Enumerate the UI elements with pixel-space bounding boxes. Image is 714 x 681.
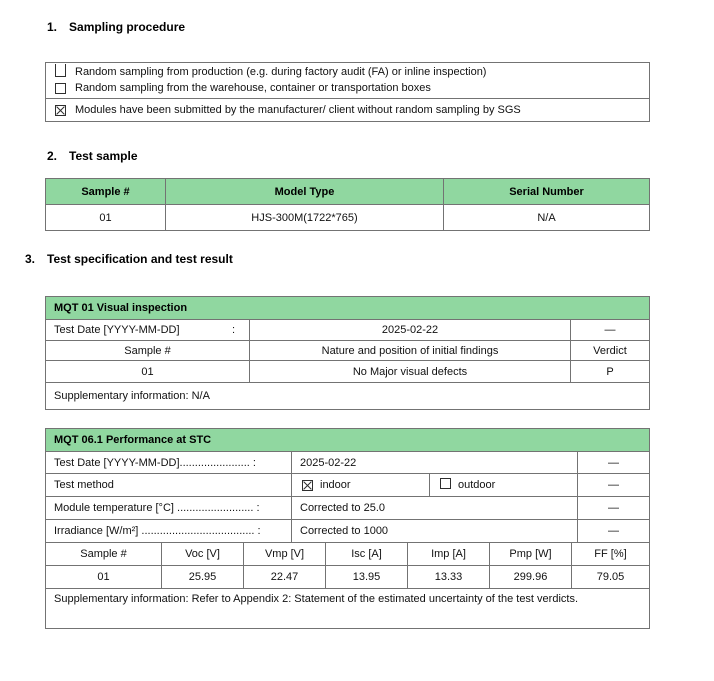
mqt01-visual-inspection-table (45, 296, 650, 410)
field-value: 2025-02-22 (291, 452, 577, 473)
table-cell: 299.96 (489, 566, 571, 588)
table-title-row (46, 429, 649, 451)
supplementary-text: Supplementary information: N/A (54, 390, 210, 402)
field-value: Corrected to 1000 (291, 520, 577, 542)
field-label-cell (46, 320, 249, 340)
sampling-option-label: Random sampling from the warehouse, container or transportation boxes (75, 82, 431, 94)
checkbox-unchecked-icon (440, 478, 451, 489)
column-header: Sample # (81, 185, 130, 198)
checkbox-unchecked-icon (55, 83, 66, 94)
sampling-option-label: Random sampling from production (e.g. during factory audit (FA) or inline inspection) (75, 66, 487, 78)
column-header: Serial Number (443, 179, 649, 204)
table-title: MQT 01 Visual inspection (54, 302, 188, 314)
table-title-row (46, 297, 649, 319)
verdict-cell: — (577, 452, 649, 473)
section-title: Sampling procedure (69, 20, 186, 34)
verdict-cell: — (577, 497, 649, 519)
table-cell: HJS-300M(1722*765) (165, 205, 443, 230)
field-label: Test method (54, 479, 114, 491)
verdict-cell: — (577, 520, 649, 542)
option-label: outdoor (458, 479, 496, 491)
option-label: indoor (320, 479, 351, 491)
verdict-cell: P (570, 361, 649, 382)
field-label: Irradiance [W/m²] ..................................... : (54, 525, 261, 537)
section-heading-sampling (47, 20, 185, 34)
field-value: Corrected to 25.0 (291, 497, 577, 519)
section-number: 3. (25, 252, 36, 266)
column-header: Sample # (80, 548, 127, 560)
section-title: Test specification and test result (47, 252, 233, 266)
table-cell: N/A (443, 205, 649, 230)
test-sample-table (45, 178, 650, 231)
table-cell: 01 (97, 571, 110, 583)
table-row (46, 473, 649, 496)
sampling-option (46, 99, 649, 121)
table-row (46, 98, 649, 121)
field-colon: : (231, 324, 235, 336)
column-header: Vmp [V] (243, 543, 325, 565)
test-method-outdoor (429, 474, 577, 496)
field-label: Test Date [YYYY-MM-DD] (54, 324, 180, 336)
table-row (46, 319, 649, 340)
table-header-row (46, 340, 649, 360)
field-label: Module temperature [°C] ......................... : (54, 502, 260, 514)
table-row (46, 451, 649, 473)
column-header: Model Type (165, 179, 443, 204)
mqt06-performance-table (45, 428, 650, 629)
sampling-option-label: Modules have been submitted by the manufacturer/ client without random sampling by SGS (75, 104, 521, 116)
table-row (46, 496, 649, 519)
section-number: 1. (47, 20, 58, 34)
checkbox-checked-icon (55, 105, 66, 116)
supplementary-row (46, 382, 649, 409)
column-header: Isc [A] (325, 543, 407, 565)
section-title: Test sample (69, 149, 138, 163)
column-header: Imp [A] (407, 543, 489, 565)
column-header: Voc [V] (161, 543, 243, 565)
sampling-procedure-table (45, 62, 650, 122)
supplementary-row (46, 588, 649, 628)
field-label: Test Date [YYYY-MM-DD]....................... : (54, 456, 256, 469)
table-cell: 13.33 (407, 566, 489, 588)
column-header: Nature and position of initial findings (249, 341, 570, 360)
table-row (46, 63, 649, 98)
table-cell: 01 (99, 211, 112, 224)
section-heading-test-sample (47, 149, 138, 163)
table-title: MQT 06.1 Performance at STC (54, 434, 212, 446)
supplementary-cell (46, 589, 649, 628)
table-cell: No Major visual defects (249, 361, 570, 382)
table-row (46, 565, 649, 588)
table-cell: 22.47 (243, 566, 325, 588)
field-value: 2025-02-22 (249, 320, 570, 340)
table-cell: 25.95 (161, 566, 243, 588)
sampling-option (46, 80, 649, 96)
supplementary-text: Supplementary information: Refer to Appendix 2: Statement of the estimated uncertainty of the test verdicts. (54, 593, 579, 605)
checkbox-unchecked-icon (55, 64, 66, 77)
column-header: Pmp [W] (489, 543, 571, 565)
table-header-row (46, 179, 649, 204)
column-header: FF [%] (571, 543, 649, 565)
table-header-row (46, 542, 649, 565)
column-header: Sample # (124, 344, 171, 357)
table-cell: 13.95 (325, 566, 407, 588)
section-heading-test-result (25, 252, 233, 266)
test-method-indoor (291, 474, 429, 496)
table-cell: 79.05 (571, 566, 649, 588)
table-row (46, 204, 649, 230)
section-number: 2. (47, 149, 58, 163)
checkbox-checked-icon (302, 480, 313, 491)
verdict-cell: — (577, 474, 649, 496)
column-header: Verdict (570, 341, 649, 360)
table-row (46, 360, 649, 382)
verdict-cell: — (570, 320, 649, 340)
table-row (46, 519, 649, 542)
table-cell: 01 (141, 365, 154, 378)
sampling-option (46, 64, 649, 80)
